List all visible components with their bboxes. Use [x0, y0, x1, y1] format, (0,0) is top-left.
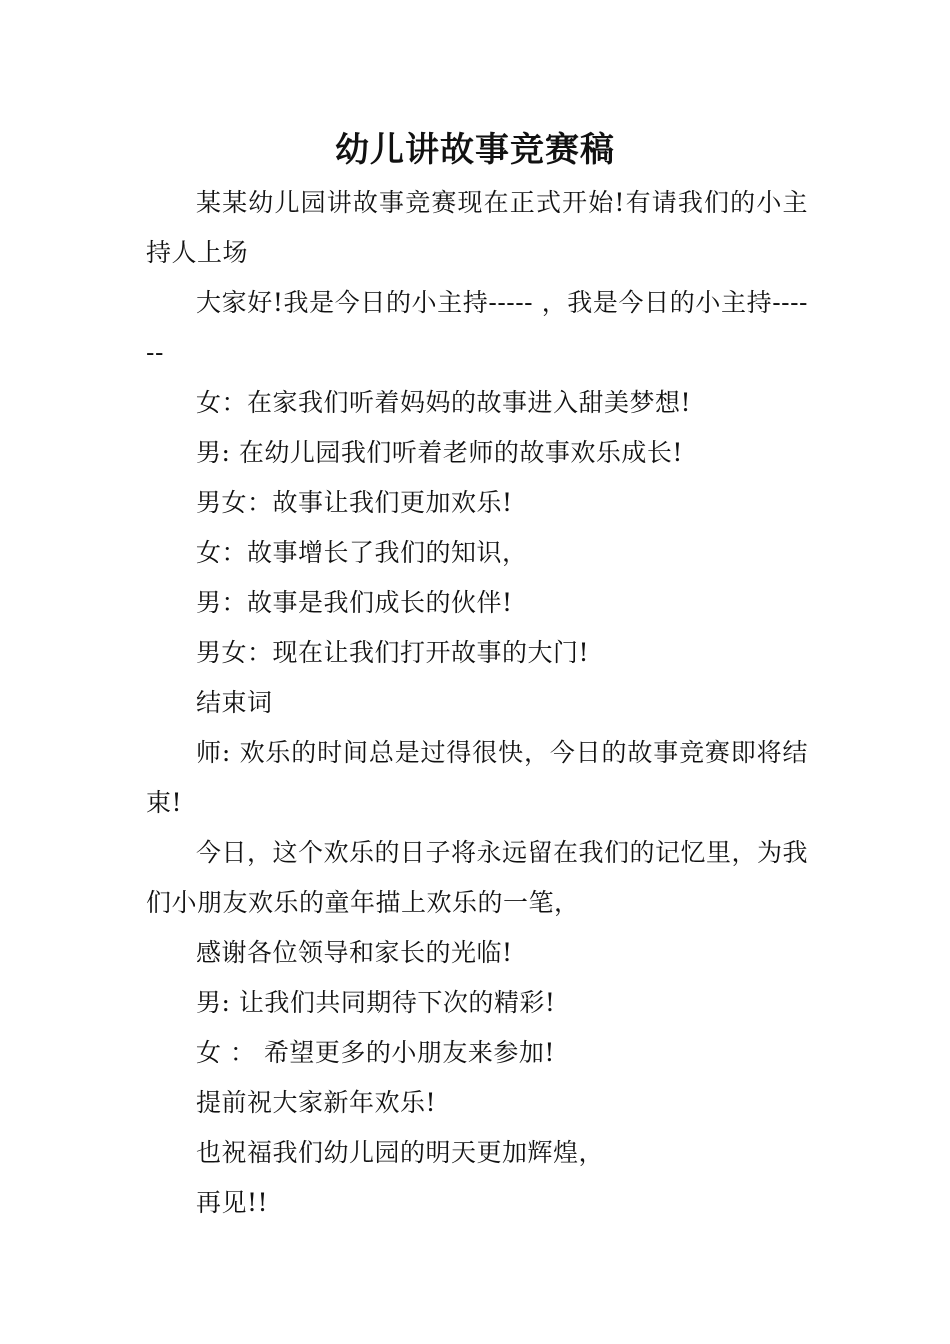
document-body — [146, 178, 808, 1228]
paragraph-1: 某某幼儿园讲故事竞赛现在正式开始!有请我们的小主持人上场 — [146, 188, 808, 267]
paragraph-14: 女 ： 希望更多的小朋友来参加! — [196, 1038, 555, 1067]
paragraph-11: 今日，这个欢乐的日子将永远留在我们的记忆里，为我们小朋友欢乐的童年描上欢乐的一笔， — [146, 838, 809, 917]
paragraph-4: 男: 在幼儿园我们听着老师的故事欢乐成长! — [196, 438, 683, 467]
paragraph-5: 男女：故事让我们更加欢乐! — [196, 488, 513, 517]
paragraph-15: 提前祝大家新年欢乐! — [196, 1088, 437, 1117]
paragraph-12: 感谢各位领导和家长的光临! — [196, 938, 513, 967]
paragraph-9: 结束词 — [196, 688, 273, 717]
paragraph-16: 也祝福我们幼儿园的明天更加辉煌， — [196, 1138, 605, 1167]
paragraph-7: 男：故事是我们成长的伙伴! — [196, 588, 513, 617]
paragraph-17: 再见!! — [196, 1188, 269, 1217]
paragraph-6: 女：故事增长了我们的知识， — [196, 538, 528, 567]
paragraph-2: 大家好!我是今日的小主持----- ，我是今日的小主持------ — [146, 288, 808, 367]
paragraph-8: 男女：现在让我们打开故事的大门! — [196, 638, 590, 667]
document-title: 幼儿讲故事竞赛稿 — [335, 130, 615, 170]
paragraph-13: 男: 让我们共同期待下次的精彩! — [196, 988, 556, 1017]
paragraph-3: 女：在家我们听着妈妈的故事进入甜美梦想! — [196, 388, 692, 417]
paragraph-10: 师: 欢乐的时间总是过得很快，今日的故事竞赛即将结束! — [146, 738, 808, 817]
